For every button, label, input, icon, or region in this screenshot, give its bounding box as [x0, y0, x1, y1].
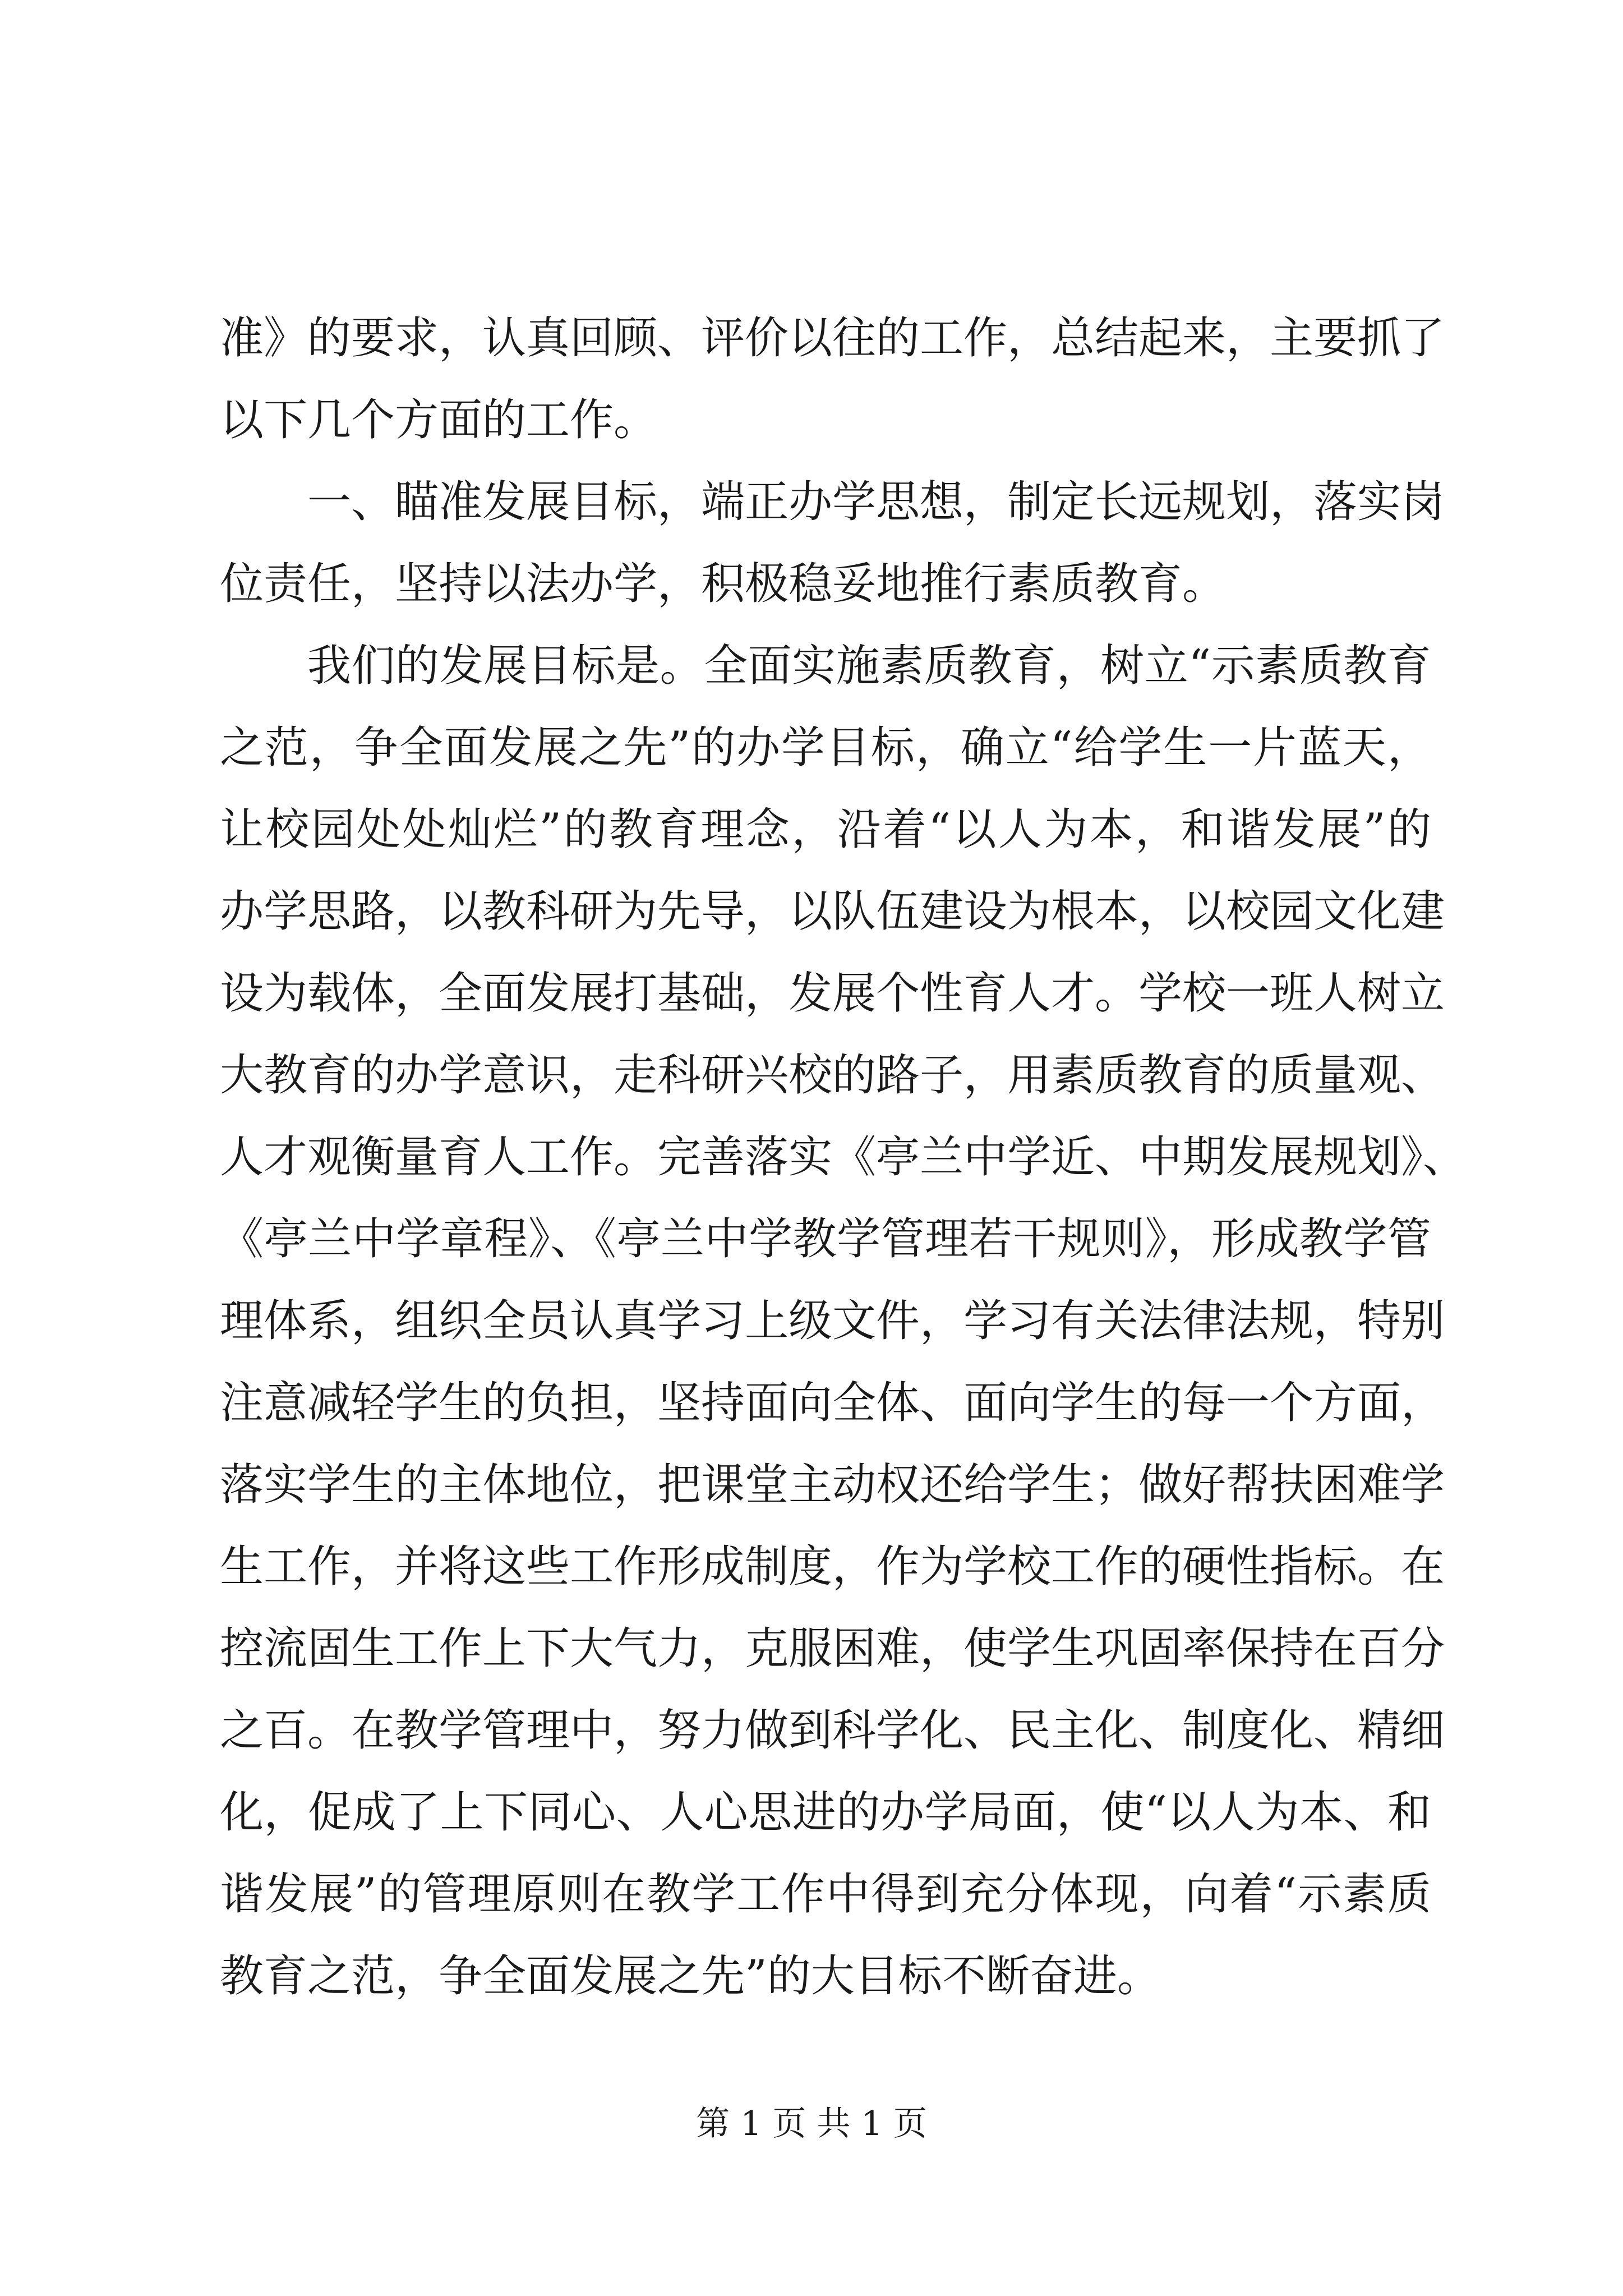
text-line: 以下几个方面的工作。	[220, 395, 658, 445]
text-line: 落实学生的主体地位，把课堂主动权还给学生；做好帮扶困难学	[220, 1460, 1445, 1510]
text-line: 让校园处处灿烂”的教育理念，沿着“以人为本，和谐发展”的	[220, 804, 1431, 855]
text-line: 谐发展”的管理原则在教学工作中得到充分体现，向着“示素质	[220, 1869, 1431, 1920]
text-line: 控流固生工作上下大气力，克服困难，使学生巩固率保持在百分	[220, 1623, 1445, 1674]
paragraph-first-line: 我们的发展目标是。全面实施素质教育，树立“示素质教育	[307, 641, 1431, 691]
section-heading-line: 一、瞄准发展目标，端正办学思想，制定长远规划，落实岗	[307, 477, 1445, 527]
text-line: 办学思路，以教科研为先导，以队伍建设为根本，以校园文化建	[220, 886, 1445, 937]
text-line: 注意减轻学生的负担，坚持面向全体、面向学生的每一个方面，	[220, 1378, 1445, 1428]
text-line: 教育之范，争全面发展之先”的大目标不断奋进。	[220, 1951, 1161, 2001]
text-line: 生工作，并将这些工作形成制度，作为学校工作的硬性指标。在	[220, 1542, 1445, 1592]
text-line: 理体系，组织全员认真学习上级文件，学习有关法律法规，特别	[220, 1296, 1445, 1346]
text-line: 之范，争全面发展之先”的办学目标，确立“给学生一片蓝天，	[220, 723, 1431, 773]
text-line: 设为载体，全面发展打基础，发展个性育人才。学校一班人树立	[220, 968, 1445, 1019]
text-line: 化，促成了上下同心、人心思进的办学局面，使“以人为本、和	[220, 1787, 1431, 1838]
section-heading-line: 位责任，坚持以法办学，积极稳妥地推行素质教育。	[220, 559, 1227, 609]
text-line: 大教育的办学意识，走科研兴校的路子，用素质教育的质量观、	[220, 1050, 1445, 1101]
text-line: 准》的要求，认真回顾、评价以往的工作，总结起来，主要抓了	[220, 313, 1445, 364]
page-footer: 第 1 页 共 1 页	[696, 2104, 927, 2143]
document-body	[220, 297, 1467, 2017]
text-line: 《亭兰中学章程》、《亭兰中学教学管理若干规则》，形成教学管	[220, 1214, 1431, 1264]
text-line: 人才观衡量育人工作。完善落实《亭兰中学近、中期发展规划》、	[220, 1132, 1467, 1182]
text-line: 之百。在教学管理中，努力做到科学化、民主化、制度化、精细	[220, 1705, 1445, 1756]
